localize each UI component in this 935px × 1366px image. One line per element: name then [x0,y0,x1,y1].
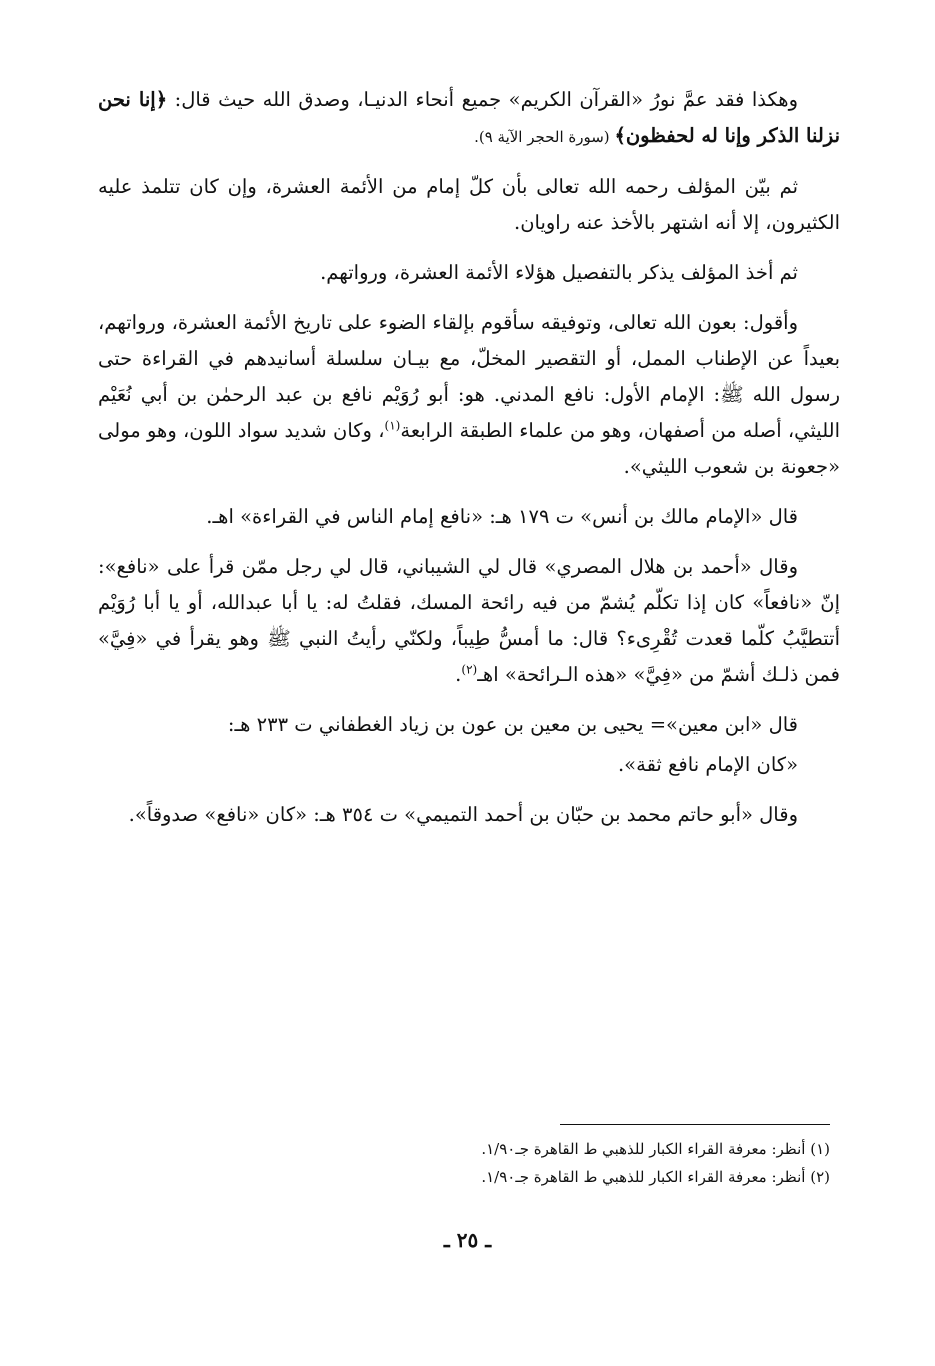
footnote-2: (٢) أنظر: معرفة القراء الكبار للذهبي ط القاهرة جـ١/٩٠. [481,1168,830,1186]
paragraph-4-tail: ، وكان شديد سواد اللون، وهو مولى «جعونة بن شعوب الليثي». [98,419,840,478]
verse-reference: (سورة الحجر الآية ٩). [474,128,615,146]
footnote-marker-2: (٢) [461,662,478,677]
paragraph-6 [98,549,840,693]
paragraph-1 [98,82,840,155]
paragraph-8: «كان الإمام نافع ثقة». [617,753,798,776]
quran-verse: ﴿إنا نحن نزلنا الذكر وإنا له لحفظون﴾ [98,88,840,147]
paragraph-4 [98,305,840,485]
paragraph-3: ثم أخذ المؤلف يذكر بالتفصيل هؤلاء الأئمة العشرة، ورواتهم. [320,261,798,284]
paragraph-6-text: وقال «أحمد بن هلال المصري» قال لي الشيباني، قال لي رجل ممّن قرأ على «نافع»: إنّ «نافعاً» كان إذا تكلّم يُشمّ من فيه رائحة المسك، فقلتُ له: يا أبا عبدالله، أو يا أبا رُوَيْم أتتطيَّبُ كلّما قعدت تُقْرِىء؟ قال: ما أمسُّ طِيباً، ولكنّي رأيتُ النبي ﷺ وهو يقرأ في «فِيَّ» فمن ذلـك أشمّ من «فِيَّ» «هذه الـرائحة» اهـ [98,555,840,686]
footnotes [98,1135,830,1191]
footnote-1: (١) أنظر: معرفة القراء الكبار للذهبي ط القاهرة جـ١/٩٠. [481,1140,830,1158]
footnote-separator [560,1124,830,1125]
paragraph-2: ثم بيّن المؤلف رحمه الله تعالى بأن كلّ إمام من الأئمة العشرة، وإن كان تتلمذ عليه الكثيرون، إلا أنه اشتهر بالأخذ عنه راويان. [98,175,840,234]
body-text [98,82,840,847]
page-number: ـ ٢٥ ـ [443,1228,492,1252]
paragraph-5: قال «الإمام مالك بن أنس» ت ١٧٩ هـ: «نافع إمام الناس في القراءة» اهـ. [206,505,798,528]
paragraph-4-text: وأقول: بعون الله تعالى، وتوفيقه سأقوم بإلقاء الضوء على تاريخ الأئمة العشرة، ورواتهم، بعيداً عن الإطناب الممل، أو التقصير المخلّ، مع بيـان سلسلة أسانيدهم في القراءة حتى رسول الله ﷺ: الإمام الأول: نافع المدني. هو: أبو رُوَيْم نافع بن عبد الرحمٰن بن أبي نُعَيْم الليثي، أصله من أصفهان، وهو من علماء الطبقة الرابعة [98,311,841,442]
footnote-marker-1: (١) [384,418,401,433]
paragraph-9: وقال «أبو حاتم محمد بن حبّان بن أحمد التميمي» ت ٣٥٤ هـ: «كان «نافع» صدوقاً». [128,803,798,826]
paragraph-7: قال «ابن معين»= يحيى بن معين بن عون بن زياد الغطفاني ت ٢٣٣ هـ: [227,713,798,736]
paragraph-6-tail: . [455,663,462,686]
paragraph-1-text: وهكذا فقد عمَّ نورُ «القرآن الكريم» جميع أنحاء الدنيـا، وصدق الله حيث قال: [167,88,798,111]
